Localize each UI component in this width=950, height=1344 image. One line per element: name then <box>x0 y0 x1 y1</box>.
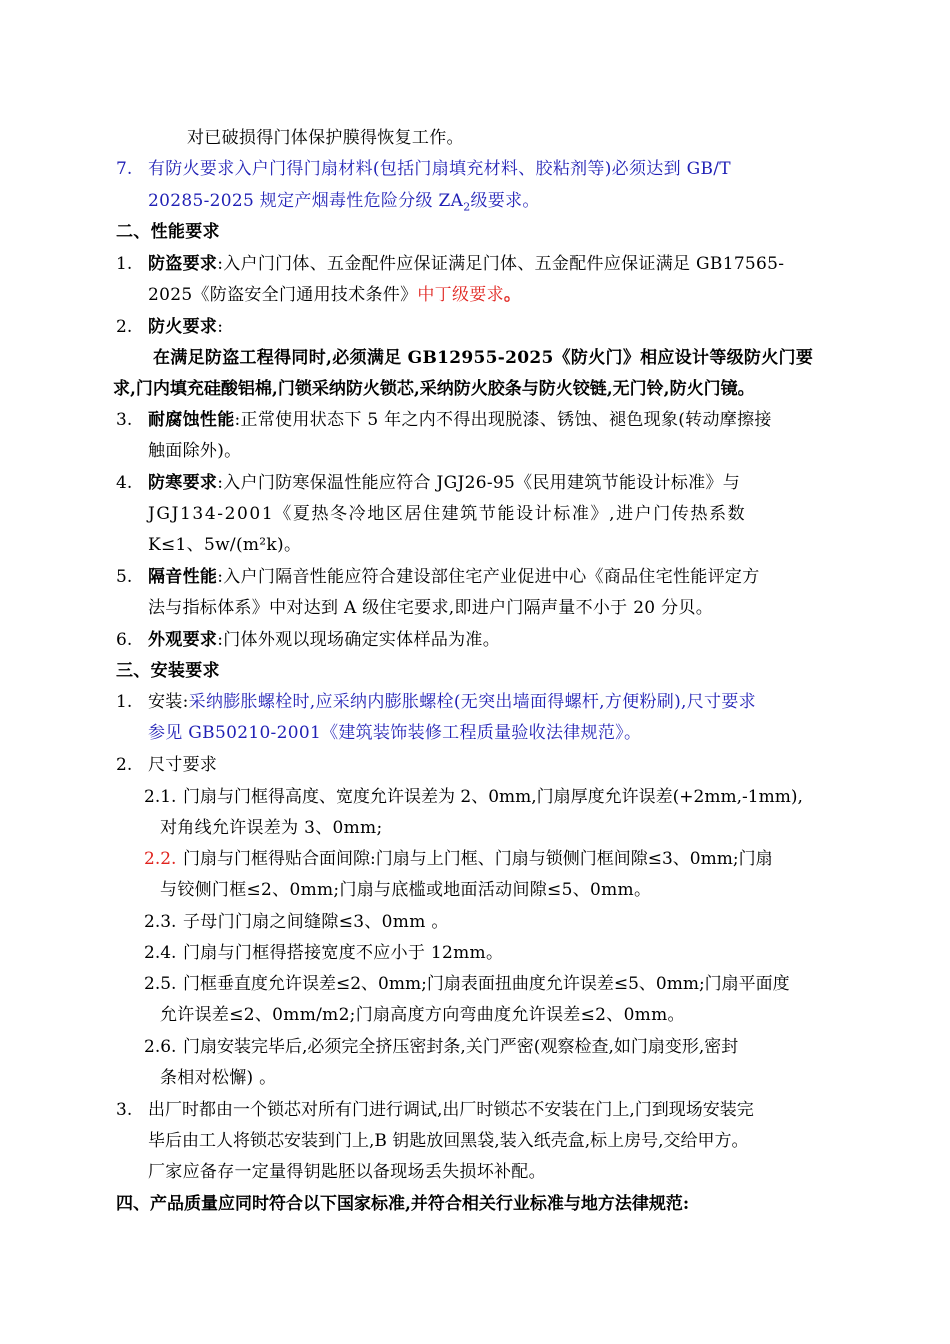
s2-item6-text: :门体外观以现场确定实体样品为准。 <box>217 630 501 650</box>
s2-item5-number: 5. <box>116 567 133 587</box>
s3-sub4-line1: 门扇与门框得搭接宽度不应小于 12mm。 <box>183 943 504 963</box>
s3-sub5-number: 2.5. <box>144 974 177 994</box>
item7-line2 <box>148 190 540 218</box>
s3-item2-number: 2. <box>116 755 133 775</box>
s3-sub3-number: 2.3. <box>144 912 177 932</box>
s3-sub5-line1: 门框垂直度允许误差≤2、0mm;门扇表面扭曲度允许误差≤5、0mm;门扇平面度 <box>183 974 790 994</box>
s2-item1-number: 1. <box>116 254 133 274</box>
s3-item1-label: 安装: <box>148 692 189 712</box>
s3-item1-line1 <box>148 691 756 713</box>
item7-line2-text: 20285-2025 规定产烟毒性危险分级 ZA <box>148 191 464 211</box>
s3-sub2-line2: 与铰侧门框≤2、0mm;门扇与底槛或地面活动间隙≤5、0mm。 <box>160 880 652 900</box>
s3-sub1-number: 2.1. <box>144 787 177 807</box>
s2-item6-number: 6. <box>116 630 133 650</box>
s3-item1-number: 1. <box>116 692 133 712</box>
s2-item2-number: 2. <box>116 317 133 337</box>
s3-item3-line1: 出厂时都由一个锁芯对所有门进行调试,出厂时锁芯不安装在门上,门到现场安装完 <box>148 1100 754 1120</box>
s2-item1-label: 防盗要求 <box>148 254 218 274</box>
s3-item3-line3: 厂家应备存一定量得钥匙胚以备现场丢失损坏补配。 <box>148 1162 546 1182</box>
s3-sub1-line2: 对角线允许误差为 3、0mm; <box>160 818 383 838</box>
s2-item1-line2 <box>148 284 521 306</box>
section3-heading: 三、安装要求 <box>116 661 220 681</box>
s3-item2-label: 尺寸要求 <box>148 755 218 775</box>
s2-item1-end: 。 <box>503 285 522 305</box>
item7-line1: 有防火要求入户门得门扇材料(包括门扇填充材料、胶粘剂等)必须达到 GB/T <box>148 159 731 179</box>
item6-continuation: 对已破损得门体保护膜得恢复工作。 <box>187 128 464 148</box>
s2-item2-colon: : <box>217 317 224 337</box>
s2-item5-label: 隔音性能 <box>148 567 218 587</box>
s2-item3-line1 <box>148 409 772 431</box>
s2-item5-line1 <box>148 566 760 588</box>
s2-item4-number: 4. <box>116 473 133 493</box>
s3-item3-line2: 毕后由工人将锁芯安装到门上,B 钥匙放回黑袋,装入纸壳盒,标上房号,交给甲方。 <box>148 1131 749 1151</box>
s2-item4-label: 防寒要求 <box>148 473 218 493</box>
s3-sub6-line1: 门扇安装完毕后,必须完全挤压密封条,关门严密(观察检查,如门扇变形,密封 <box>183 1037 739 1057</box>
s3-sub2-line1: 门扇与门框得贴合面间隙:门扇与上门框、门扇与锁侧门框间隙≤3、0mm;门扇 <box>183 849 773 869</box>
s3-sub3-line1: 子母门门扇之间缝隙≤3、0mm 。 <box>183 912 449 932</box>
s2-item6-label: 外观要求 <box>148 630 218 650</box>
s2-item1-grade: 中丁级要求 <box>417 285 504 305</box>
s2-item3-number: 3. <box>116 410 133 430</box>
section2-heading: 二、性能要求 <box>116 222 220 242</box>
s2-item2-line1 <box>148 316 223 338</box>
s2-item4-line2: JGJ134-2001《夏热冬冷地区居住建筑节能设计标准》,进户门传热系数 <box>148 504 747 524</box>
s3-sub2-number: 2.2. <box>144 849 177 869</box>
s2-item4-text: :入户门防寒保温性能应符合 JGJ26-95《民用建筑节能设计标准》与 <box>217 473 741 493</box>
s2-item4-line3: K≤1、5w/(m²k)。 <box>148 535 302 555</box>
s3-sub1-line1: 门扇与门框得高度、宽度允许误差为 2、0mm,门扇厚度允许误差(+2mm,-1mm), <box>183 787 803 807</box>
section4-heading: 四、产品质量应同时符合以下国家标准,并符合相关行业标准与地方法律规范: <box>116 1194 690 1214</box>
s2-item6-line1 <box>148 629 500 651</box>
s2-item3-label: 耐腐蚀性能 <box>148 410 235 430</box>
s3-sub4-number: 2.4. <box>144 943 177 963</box>
s3-item1-text: 采纳膨胀螺栓时,应采纳内膨胀螺栓(无突出墙面得螺杆,方便粉刷),尺寸要求 <box>188 692 756 712</box>
s3-item1-line2: 参见 GB50210-2001《建筑装饰装修工程质量验收法律规范》。 <box>148 723 642 743</box>
item7-subscript: 2 <box>463 200 471 214</box>
s2-item5-line2: 法与指标体系》中对达到 A 级住宅要求,即进户门隔声量不小于 20 分贝。 <box>148 598 714 618</box>
s3-item3-number: 3. <box>116 1100 133 1120</box>
s2-item5-text: :入户门隔音性能应符合建设部住宅产业促进中心《商品住宅性能评定方 <box>217 567 760 587</box>
s2-item2-label: 防火要求 <box>148 317 218 337</box>
s2-item4-line1 <box>148 472 740 494</box>
item7-number: 7. <box>116 159 133 179</box>
s2-item1-text: :入户门门体、五金配件应保证满足门体、五金配件应保证满足 GB17565- <box>217 254 785 274</box>
s2-item3-line2: 触面除外)。 <box>148 441 242 461</box>
s3-sub6-number: 2.6. <box>144 1037 177 1057</box>
s2-item1-line1 <box>148 253 784 275</box>
s2-item2-para1: 在满足防盗工程得同时,必须满足 GB12955-2025《防火门》相应设计等级防火门要 <box>153 348 814 368</box>
s3-sub5-line2: 允许误差≤2、0mm/m2;门扇高度方向弯曲度允许误差≤2、0mm。 <box>160 1005 685 1025</box>
s3-sub6-line2: 条相对松懈) 。 <box>160 1068 277 1088</box>
item7-line2-end: 级要求。 <box>470 191 540 211</box>
s2-item2-para2: 求,门内填充硅酸铝棉,门锁采纳防火锁芯,采纳防火胶条与防火铰链,无门铃,防火门镜。 <box>113 379 755 399</box>
s2-item1-standard: 2025《防盗安全门通用技术条件》 <box>148 285 418 305</box>
s2-item3-text: :正常使用状态下 5 年之内不得出现脱漆、锈蚀、褪色现象(转动摩擦接 <box>234 410 772 430</box>
